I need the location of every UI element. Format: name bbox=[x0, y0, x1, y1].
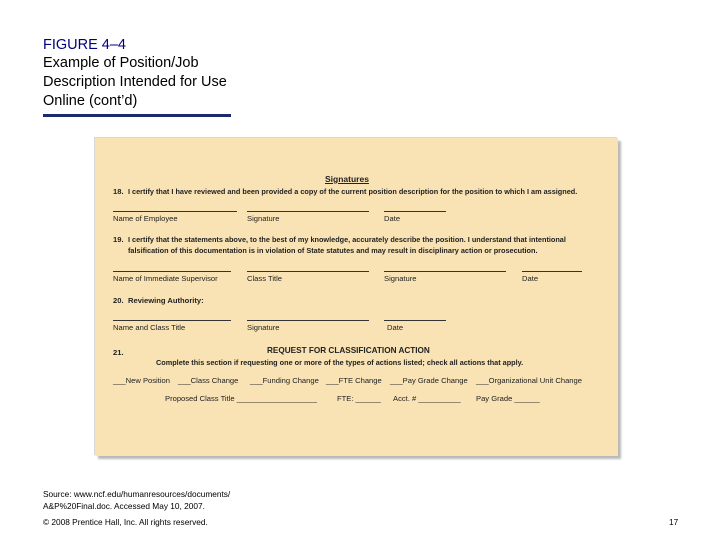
item-20-text: Reviewing Authority: bbox=[128, 296, 204, 305]
action-option: ___Organizational Unit Change bbox=[476, 376, 582, 385]
item-19-number: 19. bbox=[113, 235, 124, 244]
action-option: ___Pay Grade Change bbox=[390, 376, 468, 385]
item-19-line-2: falsification of this documentation is in violation of State statutes and may result in disciplinary action or prosecution. bbox=[128, 246, 538, 255]
field-label: Signature bbox=[247, 323, 280, 332]
signature-line bbox=[384, 320, 446, 321]
item-18-text: I certify that I have reviewed and been provided a copy of the current position description for the position to which I am assigned. bbox=[128, 187, 578, 196]
field-label: Class Title bbox=[247, 274, 283, 283]
item-20-number: 20. bbox=[113, 296, 124, 305]
source-line-2: A&P%20Final.doc. Accessed May 10, 2007. bbox=[43, 500, 205, 511]
signature-line bbox=[113, 271, 231, 272]
job-description-form-image bbox=[95, 138, 618, 456]
source-line-1: Source: www.ncf.edu/humanresources/documents/ bbox=[43, 489, 231, 499]
proposed-field: Proposed Class Title ___________________ bbox=[165, 394, 317, 403]
action-option: ___FTE Change bbox=[326, 376, 382, 385]
signature-line bbox=[384, 271, 506, 272]
figure-label: FIGURE 4–4 bbox=[43, 37, 126, 53]
figure-title: Example of Position/Job Description Intended for Use Online (cont’d) bbox=[43, 55, 227, 109]
copyright: © 2008 Prentice Hall, Inc. All rights reserved. bbox=[43, 517, 208, 527]
field-label: Date bbox=[522, 274, 539, 283]
field-label: Name and Class Title bbox=[113, 323, 186, 332]
title-underline bbox=[43, 114, 231, 117]
source-citation bbox=[43, 489, 230, 512]
field-label: Name of Immediate Supervisor bbox=[113, 274, 218, 283]
proposed-field: FTE: ______ bbox=[337, 394, 381, 403]
request-heading: REQUEST FOR CLASSIFICATION ACTION bbox=[267, 346, 430, 355]
signature-line bbox=[113, 320, 231, 321]
item-19-line-1: I certify that the statements above, to the best of my knowledge, accurately describe the position. I understand that intentional bbox=[128, 235, 566, 244]
signature-line bbox=[113, 211, 237, 212]
page-number: 17 bbox=[669, 517, 679, 527]
signatures-heading: Signatures bbox=[325, 174, 369, 184]
signature-line bbox=[247, 271, 369, 272]
signature-line bbox=[247, 211, 369, 212]
signature-line bbox=[247, 320, 369, 321]
field-label: Name of Employee bbox=[113, 214, 178, 223]
action-option: ___Class Change bbox=[178, 376, 239, 385]
field-label: Date bbox=[384, 214, 401, 223]
action-option: ___Funding Change bbox=[250, 376, 319, 385]
proposed-field: Pay Grade ______ bbox=[476, 394, 540, 403]
field-label: Signature bbox=[247, 214, 280, 223]
field-label: Signature bbox=[384, 274, 417, 283]
proposed-field: Acct. # __________ bbox=[393, 394, 461, 403]
request-instruction: Complete this section if requesting one or more of the types of actions listed; check all actions that apply. bbox=[156, 358, 524, 367]
item-18-number: 18. bbox=[113, 187, 124, 196]
item-21-number: 21. bbox=[113, 348, 124, 357]
field-label: Date bbox=[387, 323, 404, 332]
signature-line bbox=[522, 271, 582, 272]
signature-line bbox=[384, 211, 446, 212]
action-option: ___New Position bbox=[113, 376, 170, 385]
